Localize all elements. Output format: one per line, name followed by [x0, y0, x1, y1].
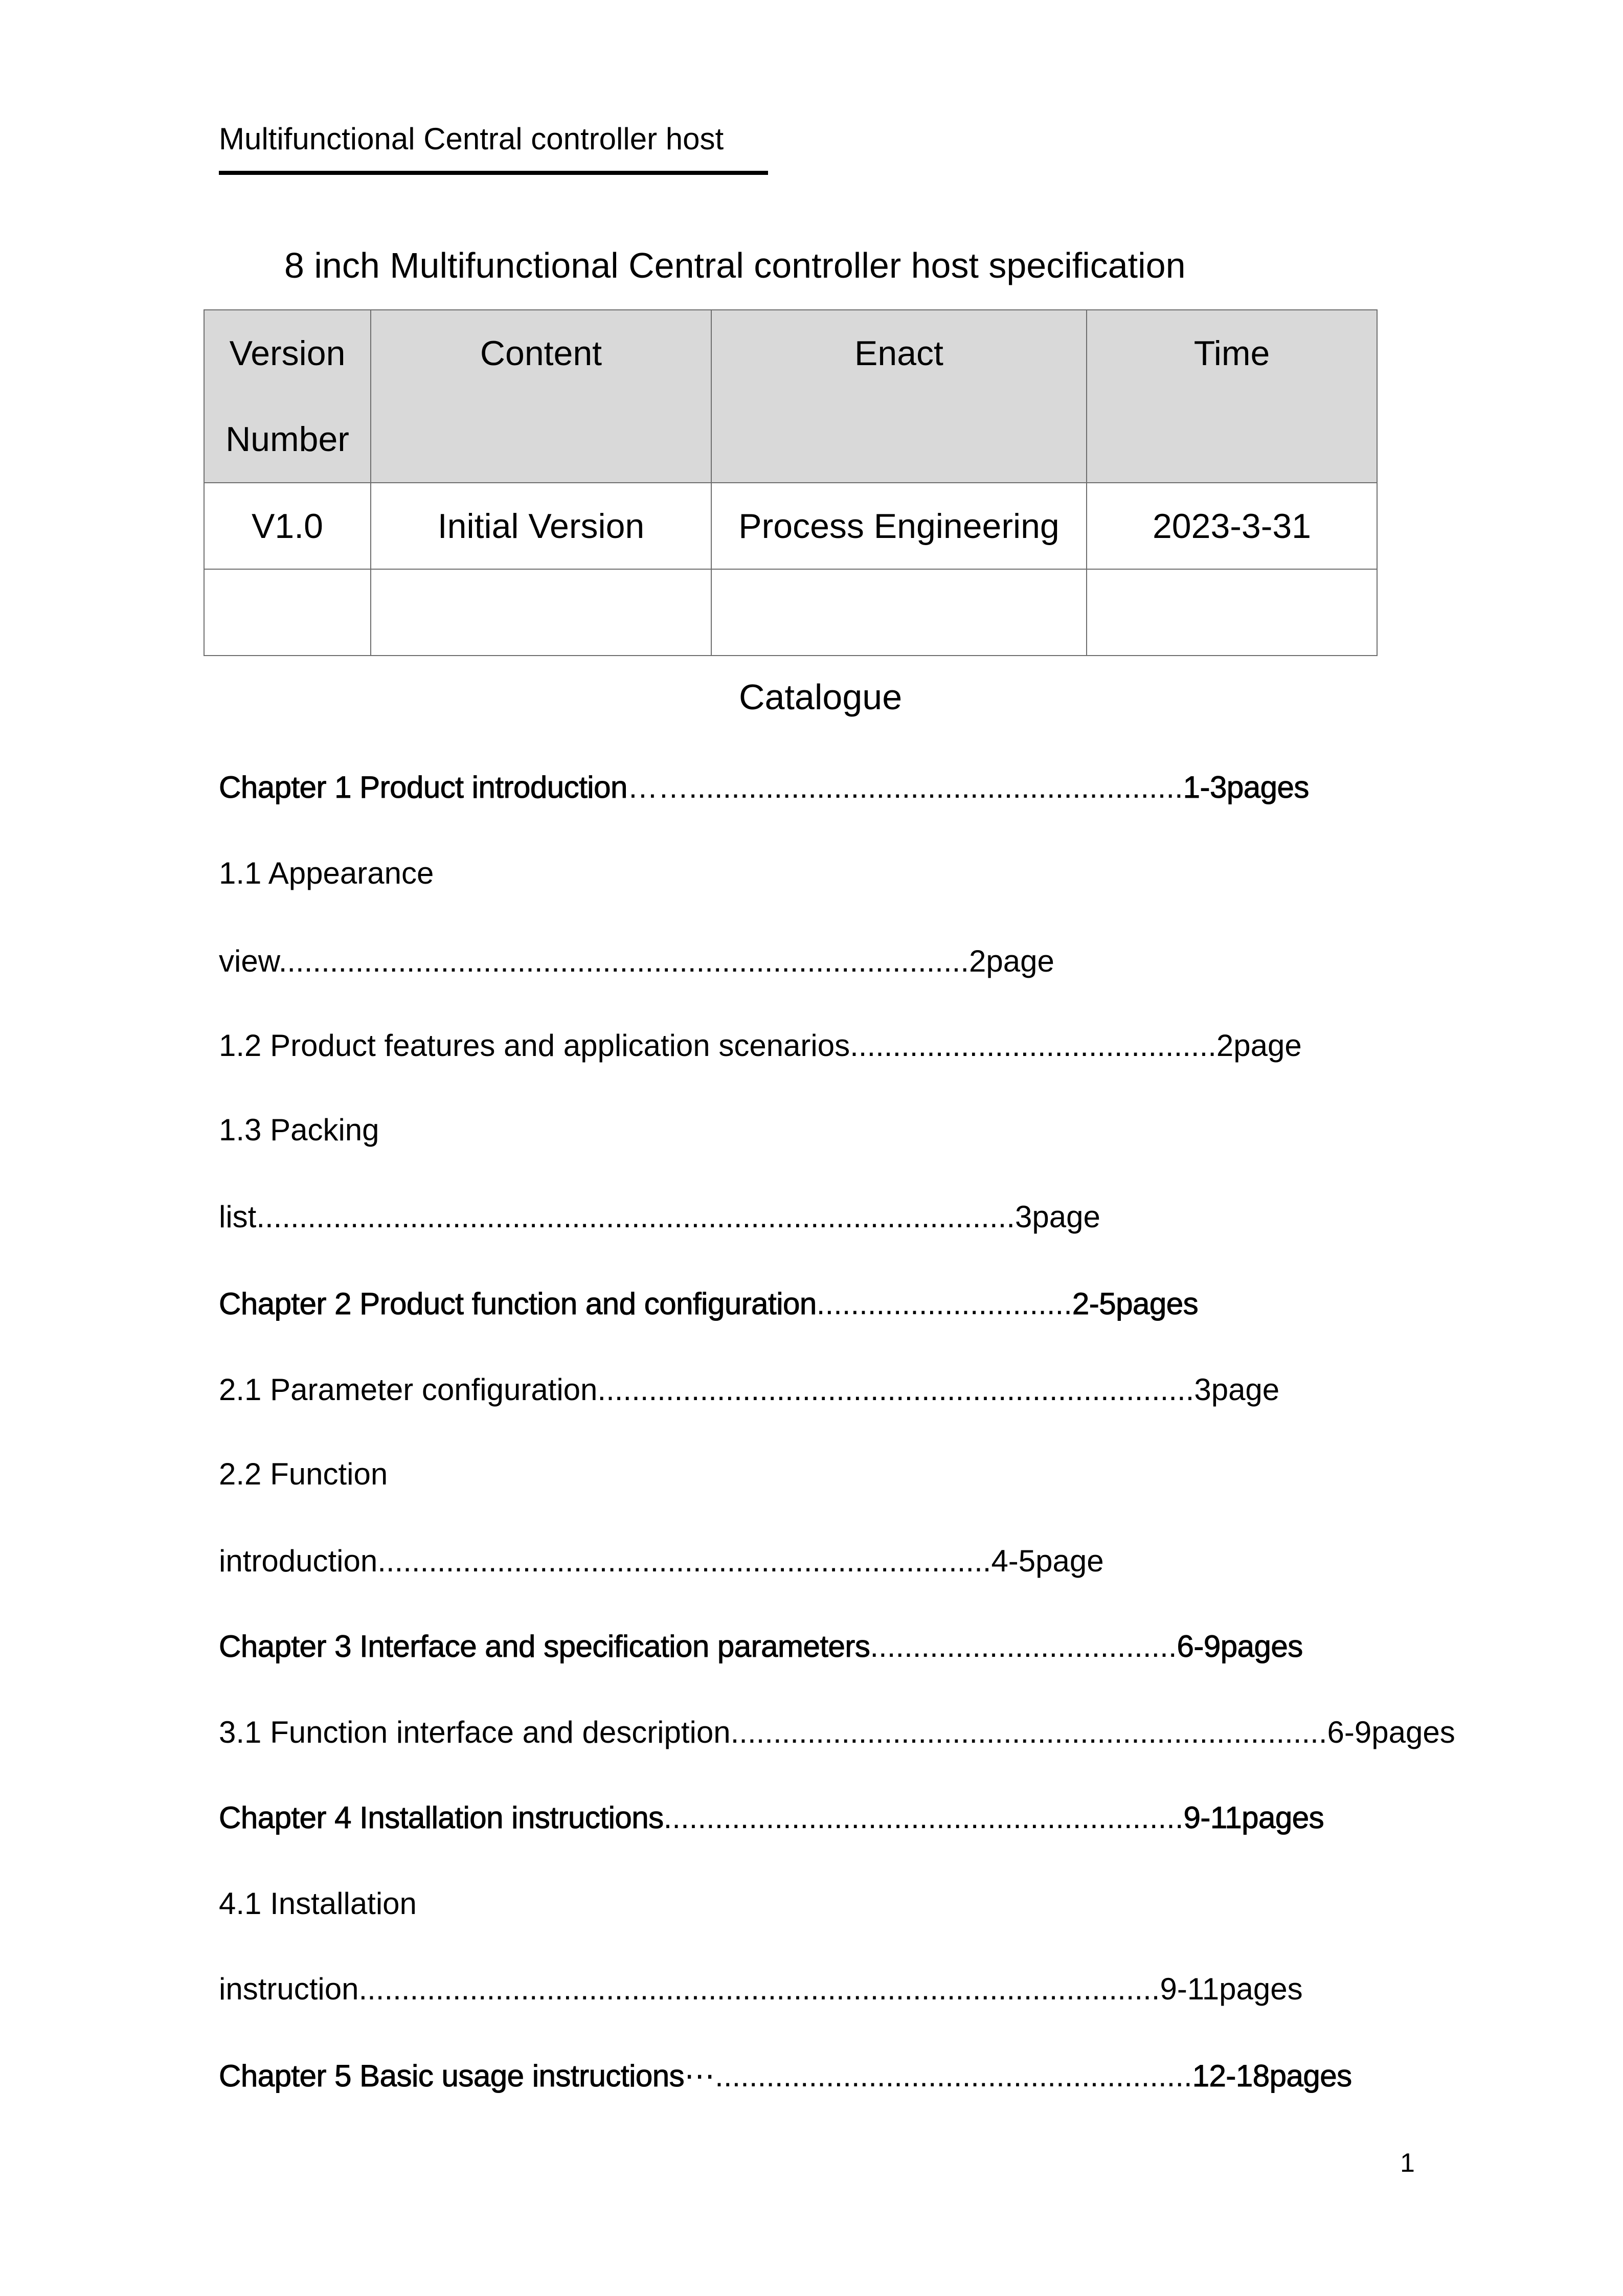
- toc-label: Chapter 2 Product function and configuration: [219, 1287, 817, 1321]
- toc-chapter-3: [219, 1626, 1303, 1667]
- toc-section-1-2: [219, 1025, 1302, 1066]
- toc-page: 3page: [1015, 1200, 1100, 1234]
- toc-chapter-4: [219, 1797, 1324, 1838]
- header-version-number: [204, 310, 371, 483]
- toc-label: view: [219, 944, 279, 978]
- toc-page: 2page: [1216, 1028, 1302, 1063]
- toc-chapter-2: [219, 1284, 1198, 1324]
- cell-enact: [711, 569, 1087, 656]
- toc-label: 3.1 Function interface and description: [219, 1715, 731, 1749]
- cell-enact: Process Engineering: [711, 483, 1087, 569]
- toc-label: 2.1 Parameter configuration: [219, 1372, 598, 1407]
- toc-section-1-3-cont: [219, 1197, 1100, 1237]
- header-rule: [219, 171, 768, 175]
- toc-label: Chapter 4 Installation instructions: [219, 1800, 664, 1835]
- toc-label: introduction: [219, 1544, 378, 1578]
- toc-leader: ……..........................................................: [627, 770, 1183, 804]
- toc-label: Chapter 5 Basic usage instructions: [219, 2059, 685, 2093]
- toc-page: 2-5pages: [1072, 1287, 1199, 1321]
- catalogue-title: Catalogue: [739, 677, 903, 717]
- toc-leader: ..............................................................................................: [358, 1972, 1160, 2006]
- toc-page: 9-11pages: [1183, 1800, 1324, 1835]
- header-time: Time: [1087, 310, 1377, 483]
- toc-section-3-1: [219, 1712, 1455, 1753]
- toc-chapter-5: [219, 2056, 1352, 2097]
- running-header: Multifunctional Central controller host: [219, 122, 724, 156]
- toc-leader: .............................................................: [663, 1800, 1184, 1835]
- toc-section-2-1: [219, 1369, 1279, 1410]
- toc-label: 2.2 Function: [219, 1457, 388, 1491]
- cell-content: Initial Version: [371, 483, 711, 569]
- toc-label: 1.2 Product features and application scenarios: [219, 1028, 850, 1063]
- toc-page: 12-18pages: [1192, 2059, 1352, 2093]
- toc-leader: ........................................................................: [377, 1544, 991, 1578]
- toc-page: 1-3pages: [1183, 770, 1309, 804]
- toc-label: list: [219, 1200, 257, 1234]
- toc-leader: ....................................: [870, 1629, 1177, 1663]
- toc-label: Chapter 1 Product introduction: [219, 770, 627, 804]
- toc-label: 4.1 Installation: [219, 1886, 417, 1921]
- toc-leader: ......................................................................: [597, 1372, 1194, 1407]
- header-content: Content: [371, 310, 711, 483]
- table-row: [204, 483, 1377, 569]
- toc-section-2-2-cont: [219, 1541, 1104, 1582]
- toc-label: 1.1 Appearance: [219, 856, 434, 890]
- cell-content: [371, 569, 711, 656]
- toc-page: 9-11pages: [1160, 1972, 1303, 2006]
- toc-chapter-1: [219, 767, 1309, 808]
- toc-page: 6-9pages: [1177, 1629, 1303, 1663]
- header-version-line1: Version: [229, 334, 346, 373]
- toc-label: Chapter 3 Interface and specification parameters: [219, 1629, 870, 1663]
- toc-page: 4-5page: [991, 1544, 1104, 1578]
- toc-section-1-1-cont: [219, 941, 1054, 982]
- cell-time: [1087, 569, 1377, 656]
- header-enact: Enact: [711, 310, 1087, 483]
- toc-section-1-3: [219, 1110, 379, 1151]
- toc-section-1-1: [219, 853, 434, 894]
- toc-section-4-1-cont: [219, 1969, 1303, 2010]
- toc-page: 3page: [1194, 1372, 1280, 1407]
- toc-leader: ......................................................................: [730, 1715, 1327, 1749]
- version-table: [204, 309, 1378, 656]
- cell-version: [204, 569, 371, 656]
- document-title: 8 inch Multifunctional Central controller host specification: [284, 245, 1186, 285]
- toc-section-2-2: [219, 1454, 388, 1495]
- cell-time: 2023-3-31: [1087, 483, 1377, 569]
- toc-leader: .................................................................................: [278, 944, 969, 978]
- toc-leader: ⋯........................................................: [684, 2059, 1192, 2093]
- toc-page: 6-9pages: [1327, 1715, 1455, 1749]
- toc-page: 2page: [968, 944, 1054, 978]
- cell-version: V1.0: [204, 483, 371, 569]
- page-number: 1: [1400, 2148, 1415, 2178]
- toc-section-4-1: [219, 1883, 417, 1924]
- toc-leader: ...........................................: [850, 1028, 1216, 1063]
- toc-leader: ..............................: [816, 1287, 1072, 1321]
- table-header-row: [204, 310, 1377, 483]
- header-version-line2: Number: [226, 420, 349, 459]
- toc-label: instruction: [219, 1972, 359, 2006]
- toc-leader: .........................................................................................: [256, 1200, 1015, 1234]
- table-row: [204, 569, 1377, 656]
- toc-label: 1.3 Packing: [219, 1113, 379, 1147]
